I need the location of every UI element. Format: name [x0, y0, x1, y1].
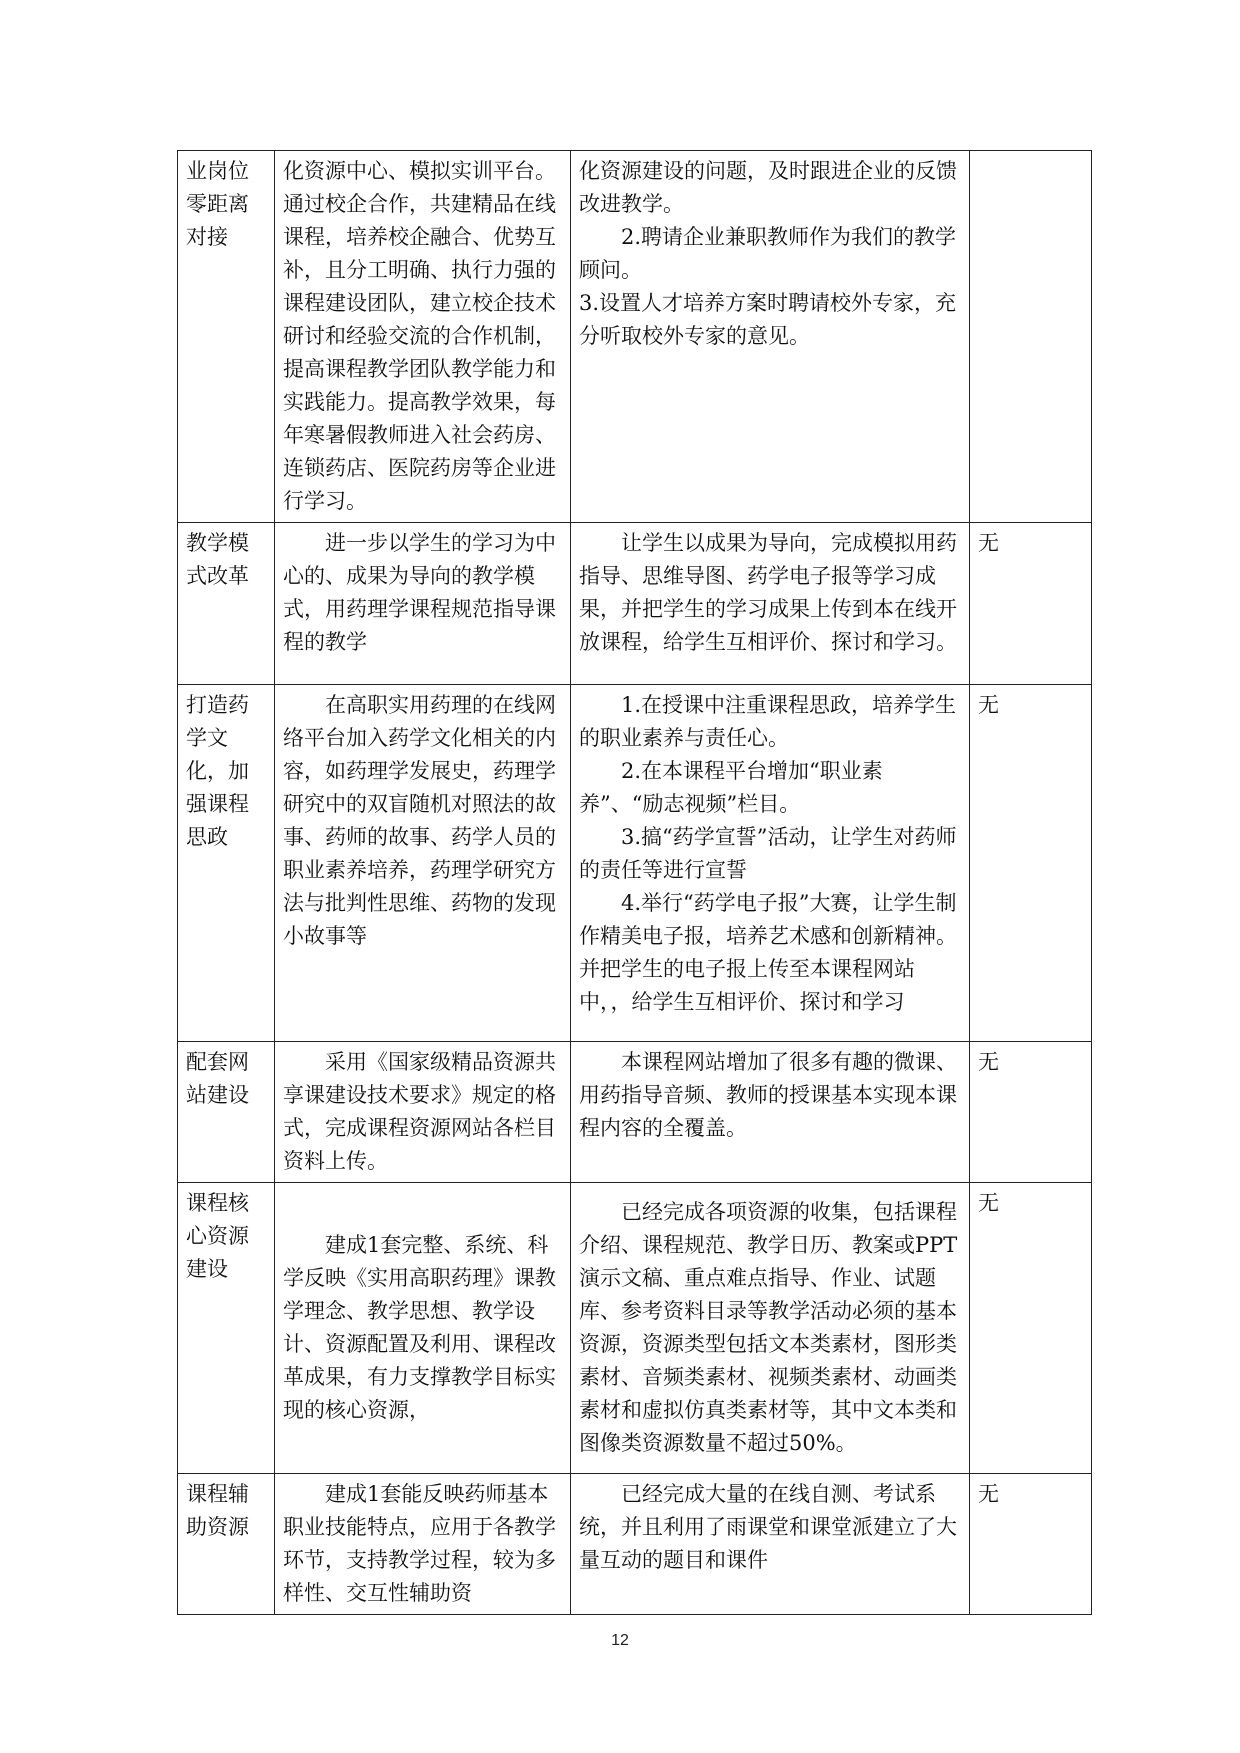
- cell-note: 无: [970, 685, 1092, 1042]
- progress-paragraph: 已经完成大量的在线自测、考试系统，并且利用了雨课堂和课堂派建立了大量互动的题目和课件: [579, 1482, 957, 1572]
- cell-plan: [275, 1042, 571, 1183]
- cell-progress: [571, 151, 970, 523]
- cell-plan: [275, 685, 571, 1042]
- progress-paragraph: 4.举行“药学电子报”大赛，让学生制作精美电子报，培养艺术感和创新精神。并把学生的电子报上传至本课程网站中，，给学生互相评价、探讨和学习: [579, 891, 957, 1014]
- cell-note: 无: [970, 1183, 1092, 1474]
- cell-progress: [571, 1474, 970, 1615]
- cell-progress: [571, 685, 970, 1042]
- progress-paragraph: 3.设置人才培养方案时聘请校外专家，充分听取校外专家的意见。: [579, 291, 957, 348]
- plan-paragraph: 在高职实用药理的在线网络平台加入药学文化相关的内容，如药理学发展史，药理学研究中的双盲随机对照法的故事、药师的故事、药学人员的职业素养培养，药理学研究方法与批判性思维、药物的发现小故事等: [283, 693, 556, 948]
- cell-topic: 业岗位零距离对接: [178, 151, 275, 523]
- cell-note: 无: [970, 1474, 1092, 1615]
- progress-paragraph: 3.搞“药学宣誓”活动，让学生对药师的责任等进行宣誓: [579, 825, 957, 882]
- progress-paragraph: 1.在授课中注重课程思政，培养学生的职业素养与责任心。: [579, 693, 957, 750]
- progress-paragraph: 化资源建设的问题，及时跟进企业的反馈改进教学。: [579, 159, 957, 216]
- table-row: [178, 151, 1092, 523]
- plan-paragraph: 进一步以学生的学习为中心的、成果为导向的教学模式，用药理学课程规范指导课程的教学: [283, 531, 556, 654]
- plan-paragraph: 化资源中心、模拟实训平台。通过校企合作，共建精品在线课程，培养校企融合、优势互补，且分工明确、执行力强的课程建设团队，建立校企技术研讨和经验交流的合作机制，提高课程教学团队教学能力和实践能力。提高教学效果，每年寒暑假教师进入社会药房、连锁药店、医院药房等企业进行学习。: [283, 159, 556, 513]
- cell-topic: 打造药学文化，加强课程思政: [178, 685, 275, 1042]
- progress-paragraph: 已经完成各项资源的收集，包括课程介绍、课程规范、教学日历、教案或PPT演示文稿、重点难点指导、作业、试题库、参考资料目录等教学活动必须的基本资源，资源类型包括文本类素材，图形类素材、音频类素材、视频类素材、动画类素材和虚拟仿真类素材等，其中文本类和图像类资源数量不超过50%。: [579, 1200, 958, 1455]
- cell-topic: 教学模式改革: [178, 523, 275, 685]
- cell-topic: 课程核心资源建设: [178, 1183, 275, 1474]
- progress-paragraph: 2.在本课程平台增加“职业素养”、“励志视频”栏目。: [579, 759, 883, 816]
- table-row: [178, 523, 1092, 685]
- progress-paragraph: 本课程网站增加了很多有趣的微课、用药指导音频、教师的授课基本实现本课程内容的全覆盖。: [579, 1050, 957, 1140]
- cell-plan: [275, 1474, 571, 1615]
- cell-progress: [571, 1042, 970, 1183]
- cell-plan: [275, 1183, 571, 1474]
- cell-topic: 课程辅助资源: [178, 1474, 275, 1615]
- plan-paragraph: 建成1套能反映药师基本职业技能特点，应用于各教学环节，支持教学过程，较为多样性、交互性辅助资: [283, 1482, 556, 1605]
- cell-note: 无: [970, 523, 1092, 685]
- progress-paragraph: 2.聘请企业兼职教师作为我们的教学顾问。: [579, 225, 957, 282]
- table-row: [178, 685, 1092, 1042]
- course-construction-table: [177, 150, 1092, 1615]
- cell-plan: [275, 151, 571, 523]
- plan-paragraph: 采用《国家级精品资源共享课建设技术要求》规定的格式，完成课程资源网站各栏目资料上传。: [283, 1050, 556, 1173]
- page-number: 12: [611, 1632, 629, 1649]
- cell-note: [970, 151, 1092, 523]
- table-body: [178, 151, 1092, 1615]
- progress-paragraph: 让学生以成果为导向，完成模拟用药指导、思维导图、药学电子报等学习成果，并把学生的学习成果上传到本在线开放课程，给学生互相评价、探讨和学习。: [579, 531, 957, 654]
- cell-note: 无: [970, 1042, 1092, 1183]
- cell-progress: [571, 1183, 970, 1474]
- cell-progress: [571, 523, 970, 685]
- cell-topic: 配套网站建设: [178, 1042, 275, 1183]
- table-row: [178, 1183, 1092, 1474]
- table-row: [178, 1042, 1092, 1183]
- plan-paragraph: 建成1套完整、系统、科学反映《实用高职药理》课教学理念、教学思想、教学设计、资源配置及利用、课程改革成果，有力支撑教学目标实现的核心资源，: [283, 1233, 556, 1422]
- cell-plan: [275, 523, 571, 685]
- table-row: [178, 1474, 1092, 1615]
